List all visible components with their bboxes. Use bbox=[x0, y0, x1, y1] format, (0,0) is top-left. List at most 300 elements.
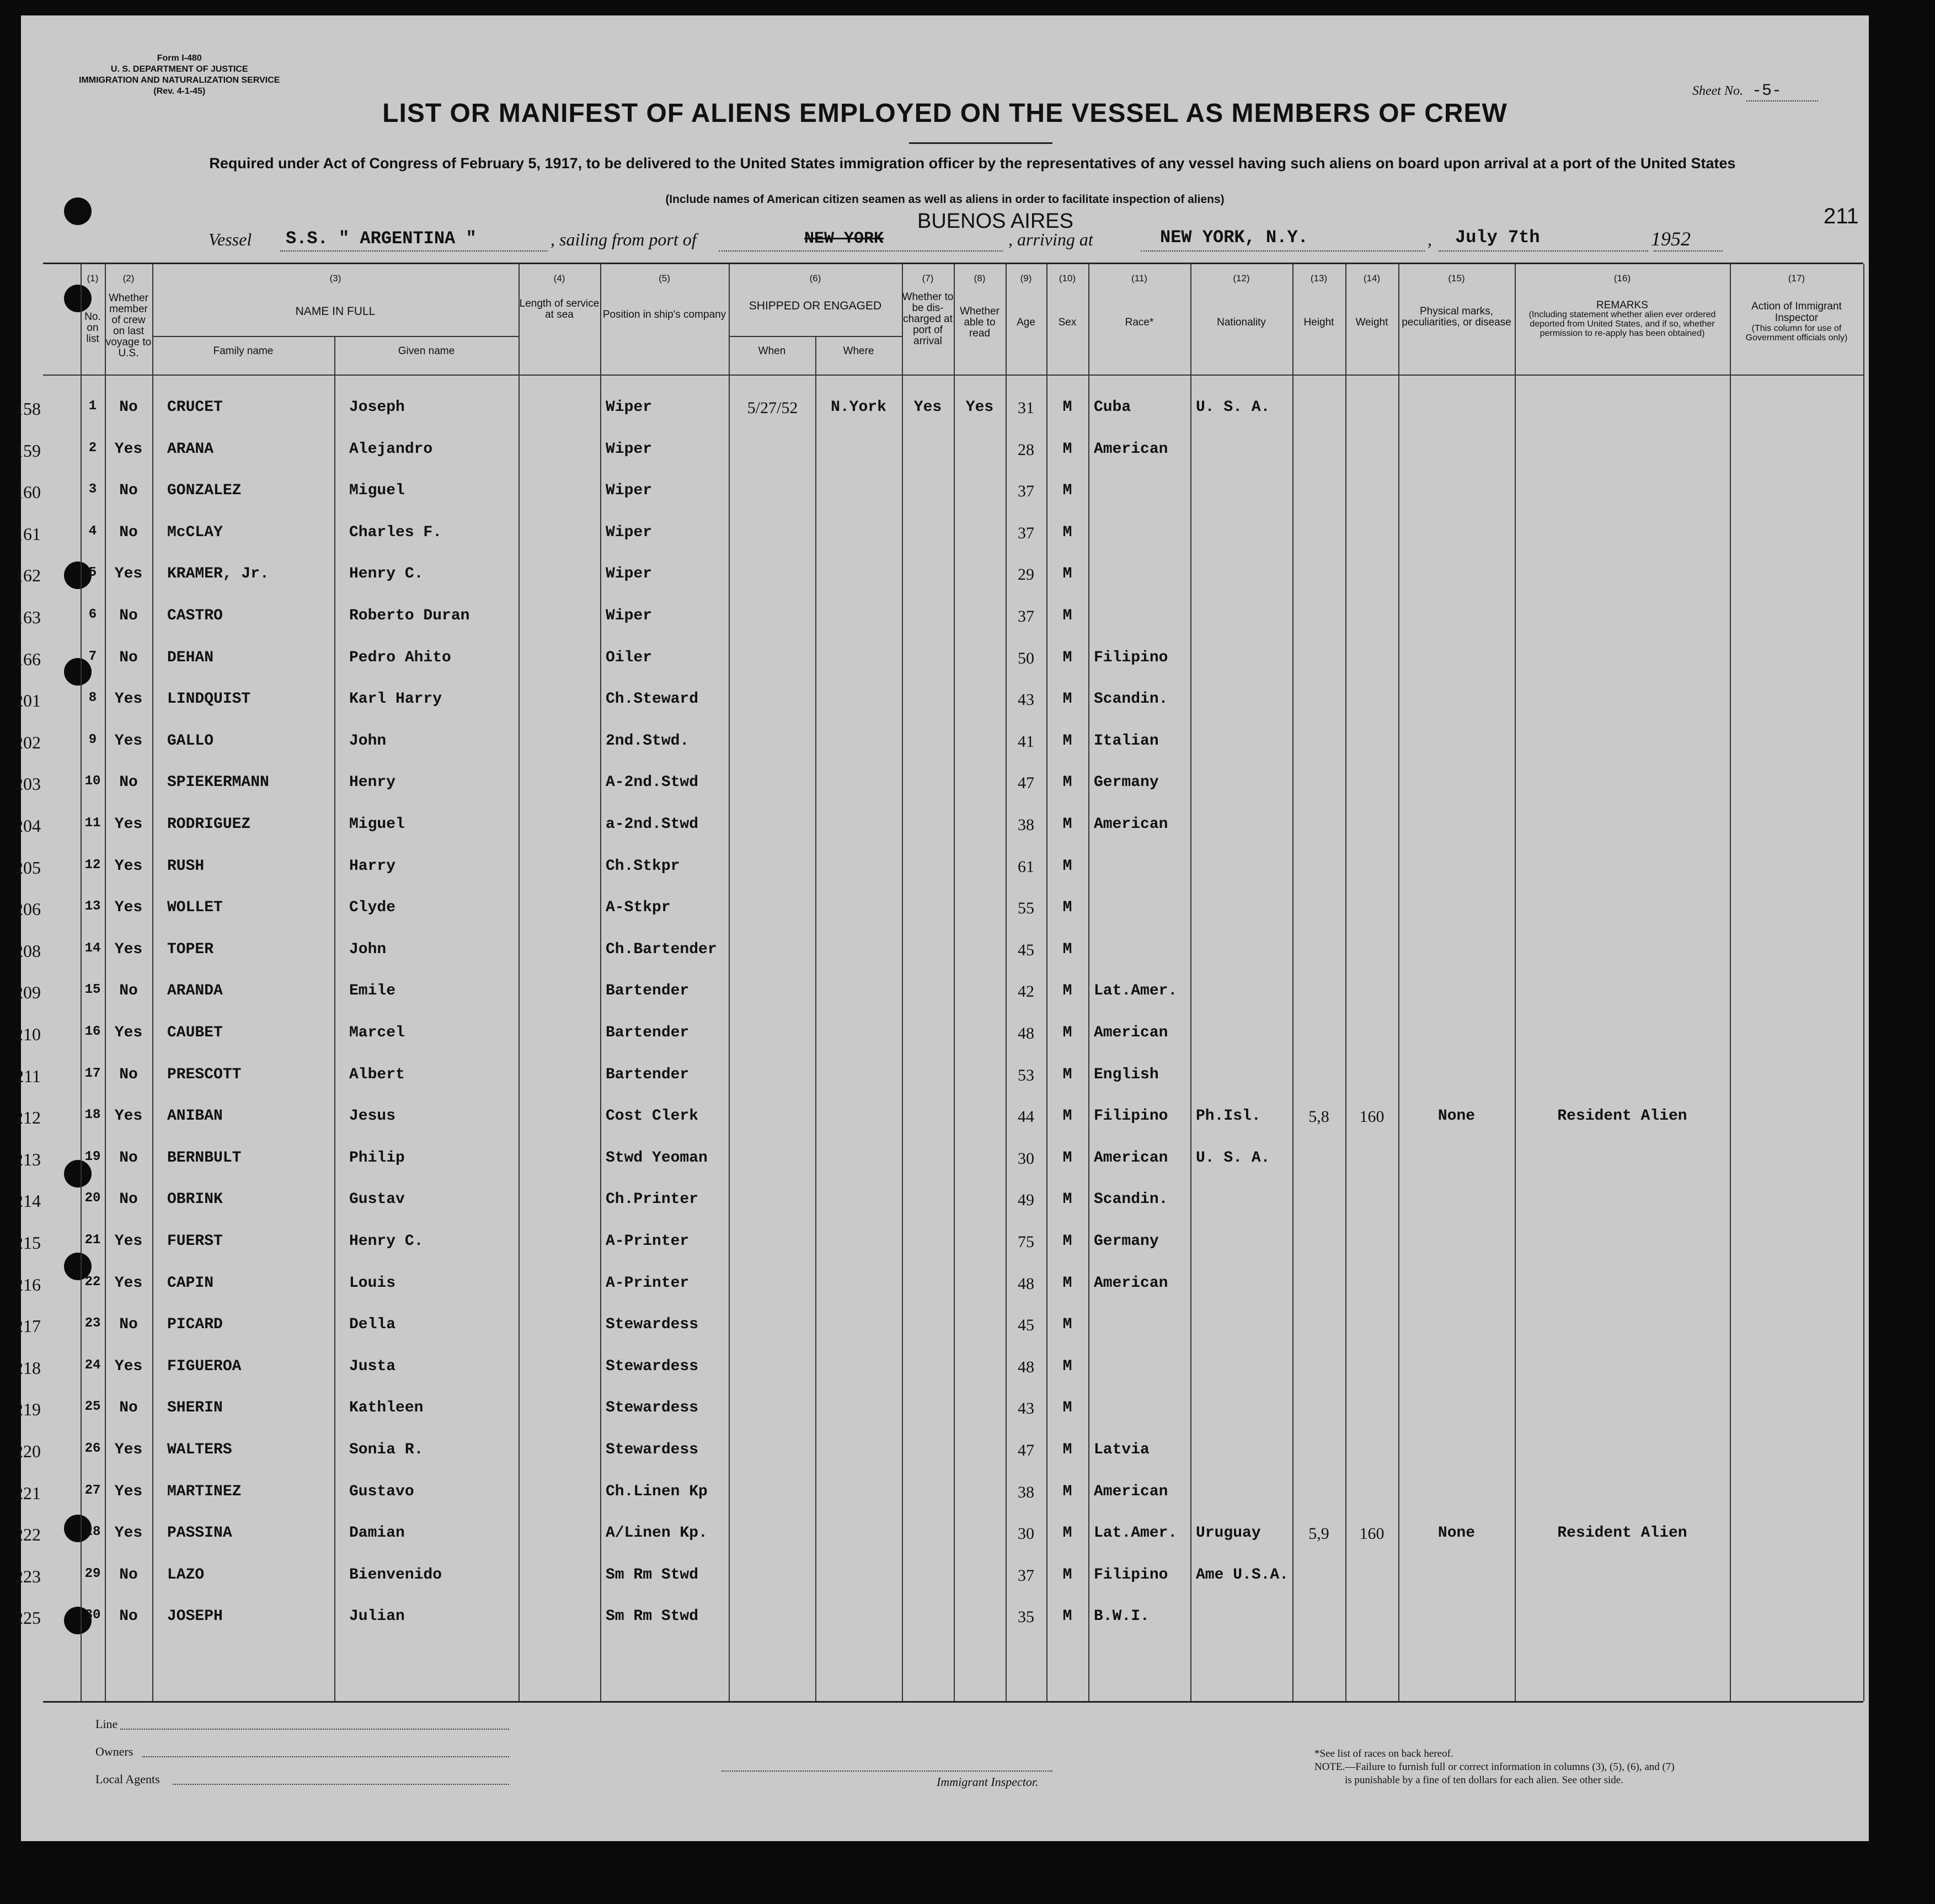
footer-races-note: *See list of races on back hereof. bbox=[1314, 1748, 1453, 1759]
cell-given: Bienvenido bbox=[349, 1566, 442, 1584]
cell-prev: No bbox=[119, 1608, 138, 1625]
page-number: 211 bbox=[1824, 204, 1859, 228]
col-number: (12) bbox=[1233, 273, 1250, 284]
cell-no: 20 bbox=[84, 1191, 101, 1206]
table-row bbox=[14, 1226, 1863, 1268]
cell-position: Wiper bbox=[606, 607, 653, 624]
cell-family: PASSINA bbox=[167, 1525, 232, 1542]
cell-prev: Yes bbox=[114, 1024, 143, 1041]
cell-position: Stewardess bbox=[606, 1357, 699, 1375]
cell-no: 21 bbox=[84, 1233, 101, 1248]
cell-no: 2 bbox=[88, 440, 97, 456]
cell-age: 50 bbox=[1018, 649, 1034, 667]
cell-margin: 205 bbox=[14, 857, 41, 878]
col-number: (15) bbox=[1448, 273, 1465, 284]
cell-age: 75 bbox=[1018, 1233, 1034, 1251]
cell-no: 5 bbox=[88, 565, 97, 581]
cell-given: Joseph bbox=[349, 399, 405, 416]
cell-given: Henry C. bbox=[349, 1233, 424, 1250]
table-row bbox=[14, 601, 1863, 643]
table-row bbox=[15, 1060, 1863, 1101]
cell-given: Gustavo bbox=[349, 1483, 414, 1500]
cell-age: 43 bbox=[1018, 691, 1034, 709]
cell-margin: 160 bbox=[14, 482, 41, 502]
cell-sex: M bbox=[1062, 940, 1072, 958]
col-header-name: NAME IN FULL bbox=[295, 305, 376, 318]
cell-age: 53 bbox=[1018, 1066, 1034, 1084]
cell-margin: 159 bbox=[14, 440, 41, 461]
cell-margin: 208 bbox=[14, 940, 41, 961]
table-row bbox=[14, 434, 1863, 476]
cell-family: CAPIN bbox=[167, 1274, 214, 1292]
subtitle: Required under Act of Congress of February 5, 1917, to be delivered to the United States immigration officer by the representatives of any vessel having such aliens on board upon arrival at a port of the United States bbox=[209, 155, 1736, 172]
cell-sex: M bbox=[1062, 1274, 1072, 1292]
cell-position: Stewardess bbox=[606, 1441, 699, 1458]
cell-given: Henry bbox=[349, 774, 396, 791]
cell-no: 28 bbox=[84, 1525, 101, 1540]
cell-no: 18 bbox=[84, 1108, 101, 1123]
table-row bbox=[14, 726, 1863, 768]
cell-position: Sm Rm Stwd bbox=[606, 1566, 699, 1584]
port-struck: NEW YORK bbox=[804, 229, 884, 248]
cell-prev: Yes bbox=[114, 1108, 143, 1125]
cell-family: GONZALEZ bbox=[167, 482, 242, 500]
cell-given: Kathleen bbox=[349, 1399, 424, 1417]
cell-nationality: Ph.Isl. bbox=[1196, 1108, 1261, 1125]
cell-race: Cuba bbox=[1094, 399, 1131, 416]
cell-position: Wiper bbox=[606, 523, 653, 541]
cell-margin: 216 bbox=[14, 1274, 41, 1295]
cell-race: American bbox=[1094, 1149, 1168, 1167]
table-row bbox=[14, 934, 1863, 976]
cell-position: Wiper bbox=[606, 565, 653, 583]
col-header-action: Action of Immigrant Inspector (This column for use of Government officials only) bbox=[1745, 301, 1848, 343]
cell-position: A-Printer bbox=[606, 1233, 689, 1250]
cell-margin: 221 bbox=[14, 1483, 41, 1503]
table-row bbox=[14, 1018, 1863, 1060]
footer-agents-label: Local Agents bbox=[95, 1772, 160, 1786]
cell-position: Stewardess bbox=[606, 1399, 699, 1417]
cell-age: 37 bbox=[1018, 607, 1034, 625]
cell-given: Alejandro bbox=[349, 440, 433, 458]
vessel-label: Vessel bbox=[209, 229, 252, 249]
port-from: BUENOS AIRES bbox=[917, 210, 1073, 233]
cell-weight: 160 bbox=[1359, 1525, 1385, 1543]
col-header-physical: Physical marks, peculiarities, or disease bbox=[1402, 306, 1511, 328]
cell-family: LAZO bbox=[167, 1566, 205, 1584]
cell-margin: 206 bbox=[14, 899, 41, 919]
cell-no: 22 bbox=[84, 1274, 101, 1290]
cell-margin: 215 bbox=[14, 1233, 41, 1253]
cell-family: ARANDA bbox=[167, 982, 223, 1000]
cell-prev: No bbox=[119, 399, 138, 416]
cell-position: Bartender bbox=[606, 1024, 689, 1041]
cell-prev: Yes bbox=[114, 1525, 143, 1542]
cell-prev: No bbox=[119, 1316, 138, 1334]
cell-given: Jesus bbox=[349, 1108, 396, 1125]
cell-family: CAUBET bbox=[167, 1024, 223, 1041]
cell-position: Wiper bbox=[606, 440, 653, 458]
col-header-where: Where bbox=[843, 345, 874, 357]
cell-prev: No bbox=[119, 523, 138, 541]
cell-age: 43 bbox=[1018, 1399, 1034, 1418]
cell-position: A-Printer bbox=[606, 1274, 689, 1292]
cell-margin: 217 bbox=[14, 1316, 41, 1336]
cell-given: Sonia R. bbox=[349, 1441, 424, 1458]
cell-age: 47 bbox=[1018, 774, 1034, 793]
cell-nationality: Ame U.S.A. bbox=[1196, 1566, 1289, 1584]
cell-family: LINDQUIST bbox=[167, 691, 251, 708]
revision: (Rev. 4-1-45) bbox=[153, 87, 206, 96]
cell-sex: M bbox=[1062, 1066, 1072, 1083]
cell-family: WOLLET bbox=[167, 899, 223, 917]
arrival-date: July 7th bbox=[1455, 227, 1540, 248]
cell-given: Miguel bbox=[349, 816, 405, 833]
cell-margin: 166 bbox=[14, 649, 41, 669]
col-number: (16) bbox=[1613, 273, 1631, 284]
table-row bbox=[14, 1309, 1863, 1351]
cell-race: Scandin. bbox=[1094, 1191, 1168, 1208]
cell-given: Henry C. bbox=[349, 565, 424, 583]
cell-position: Ch.Steward bbox=[606, 691, 699, 708]
cell-no: 10 bbox=[84, 774, 101, 789]
col-header-age: Age bbox=[1017, 317, 1035, 328]
cell-sex: M bbox=[1062, 982, 1072, 1000]
table-row bbox=[14, 475, 1863, 517]
cell-given: Louis bbox=[349, 1274, 396, 1292]
col-header-member: Whether member of crew on last voyage to U.S. bbox=[105, 292, 152, 359]
col-header-remarks: REMARKS (Including statement whether alien ever ordered deported from United States, and if so, whether permission to re-apply has been obtained) bbox=[1528, 299, 1716, 338]
subtitle-note: (Include names of American citizen seamen as well as aliens in order to facilitate inspection of aliens) bbox=[665, 193, 1225, 206]
cell-race: B.W.I. bbox=[1094, 1608, 1150, 1625]
col-number: (7) bbox=[922, 273, 934, 284]
vessel-name: S.S. " ARGENTINA " bbox=[286, 228, 477, 249]
cell-margin: 210 bbox=[14, 1024, 41, 1044]
cell-no: 12 bbox=[84, 857, 101, 873]
cell-margin: 211 bbox=[15, 1066, 41, 1086]
cell-race: Filipino bbox=[1094, 649, 1168, 666]
cell-sex: M bbox=[1062, 1483, 1072, 1500]
cell-family: FUERST bbox=[167, 1233, 223, 1250]
cell-margin: 219 bbox=[14, 1399, 41, 1420]
cell-no: 6 bbox=[88, 607, 97, 622]
cell-prev: Yes bbox=[114, 1233, 143, 1250]
table-row bbox=[14, 1477, 1863, 1518]
cell-prev: No bbox=[119, 1066, 138, 1083]
col-number: (14) bbox=[1363, 273, 1381, 284]
cell-sex: M bbox=[1062, 523, 1072, 541]
cell-prev: No bbox=[119, 482, 138, 500]
cell-family: WALTERS bbox=[167, 1441, 232, 1458]
col-header-family: Family name bbox=[213, 345, 274, 357]
table-row bbox=[14, 1393, 1863, 1435]
table-row bbox=[14, 1560, 1863, 1602]
cell-prev: No bbox=[119, 774, 138, 791]
form-number: Form I-480 bbox=[157, 54, 202, 63]
cell-sex: M bbox=[1062, 1108, 1072, 1125]
cell-position: A-2nd.Stwd bbox=[606, 774, 699, 791]
cell-prev: Yes bbox=[114, 899, 143, 917]
cell-sex: M bbox=[1062, 482, 1072, 500]
cell-prev: Yes bbox=[114, 440, 143, 458]
table-row bbox=[14, 1518, 1863, 1560]
cell-age: 61 bbox=[1018, 857, 1034, 876]
department: U. S. DEPARTMENT OF JUSTICE bbox=[110, 65, 248, 74]
cell-no: 16 bbox=[84, 1024, 101, 1039]
cell-prev: Yes bbox=[114, 1483, 143, 1500]
cell-margin: 212 bbox=[14, 1108, 41, 1128]
cell-family: CRUCET bbox=[167, 399, 223, 416]
table-row bbox=[14, 1268, 1863, 1310]
comma: , bbox=[1428, 229, 1432, 249]
col-header-discharged: Whether to be dis-charged at port of arrival bbox=[902, 291, 954, 347]
cell-no: 15 bbox=[84, 982, 101, 998]
cell-family: ANIBAN bbox=[167, 1108, 223, 1125]
cell-prev: No bbox=[119, 982, 138, 1000]
cell-given: Emile bbox=[349, 982, 396, 1000]
cell-race: Italian bbox=[1094, 732, 1159, 750]
table-row bbox=[14, 1351, 1863, 1393]
cell-given: Gustav bbox=[349, 1191, 405, 1208]
col-header-race: Race* bbox=[1125, 317, 1154, 328]
cell-no: 9 bbox=[88, 732, 97, 747]
cell-position: Ch.Stkpr bbox=[606, 857, 680, 875]
cell-sex: M bbox=[1062, 649, 1072, 666]
cell-family: KRAMER, Jr. bbox=[167, 565, 269, 583]
table-row bbox=[14, 559, 1863, 601]
cell-no: 17 bbox=[84, 1066, 101, 1081]
col-header-nationality: Nationality bbox=[1217, 317, 1266, 328]
crew-table bbox=[14, 263, 1863, 1703]
cell-given: Miguel bbox=[349, 482, 405, 500]
cell-no: 19 bbox=[84, 1149, 101, 1164]
cell-race: Filipino bbox=[1094, 1566, 1168, 1584]
cell-race: American bbox=[1094, 440, 1168, 458]
cell-family: SPIEKERMANN bbox=[167, 774, 269, 791]
col-number: (9) bbox=[1020, 273, 1032, 284]
cell-sex: M bbox=[1062, 1399, 1072, 1417]
cell-race: English bbox=[1094, 1066, 1159, 1083]
arriving-label: , arriving at bbox=[1008, 229, 1093, 249]
cell-prev: No bbox=[119, 607, 138, 624]
cell-when: 5/27/52 bbox=[747, 399, 798, 417]
cell-age: 30 bbox=[1018, 1525, 1034, 1543]
cell-prev: Yes bbox=[114, 732, 143, 750]
cell-sex: M bbox=[1062, 1233, 1072, 1250]
cell-position: a-2nd.Stwd bbox=[606, 816, 699, 833]
cell-sex: M bbox=[1062, 1441, 1072, 1458]
cell-sex: M bbox=[1062, 774, 1072, 791]
cell-race: Germany bbox=[1094, 774, 1159, 791]
service: IMMIGRATION AND NATURALIZATION SERVICE bbox=[79, 76, 280, 85]
cell-sex: M bbox=[1062, 691, 1072, 708]
cell-margin: 223 bbox=[14, 1566, 41, 1586]
cell-age: 45 bbox=[1018, 1316, 1034, 1335]
cell-sex: M bbox=[1062, 1191, 1072, 1208]
page-title: LIST OR MANIFEST OF ALIENS EMPLOYED ON THE VESSEL AS MEMBERS OF CREW bbox=[382, 99, 1508, 128]
table-row bbox=[14, 1143, 1863, 1185]
table-row bbox=[14, 392, 1863, 434]
cell-margin: 214 bbox=[14, 1191, 41, 1211]
cell-given: Clyde bbox=[349, 899, 396, 917]
cell-given: John bbox=[349, 732, 387, 750]
cell-sex: M bbox=[1062, 1316, 1072, 1334]
cell-prev: Yes bbox=[114, 1274, 143, 1292]
footer-owners-label: Owners bbox=[95, 1745, 133, 1758]
cell-sex: M bbox=[1062, 1525, 1072, 1542]
cell-age: 35 bbox=[1018, 1608, 1034, 1627]
cell-margin: 158 bbox=[14, 399, 41, 419]
footer-penalty-note: NOTE.—Failure to furnish full or correct information in columns (3), (5), (6), and (7) bbox=[1314, 1761, 1675, 1773]
cell-age: 41 bbox=[1018, 732, 1034, 751]
col-number: (4) bbox=[553, 273, 565, 284]
cell-race: American bbox=[1094, 816, 1168, 833]
col-number: (5) bbox=[659, 273, 670, 284]
cell-discharged: Yes bbox=[913, 399, 942, 416]
cell-no: 30 bbox=[84, 1608, 101, 1623]
cell-margin: 161 bbox=[14, 523, 41, 544]
table-row bbox=[14, 684, 1863, 726]
col-number: (11) bbox=[1131, 273, 1147, 284]
cell-sex: M bbox=[1062, 816, 1072, 833]
cell-family: JOSEPH bbox=[167, 1608, 223, 1625]
col-number: (1) bbox=[87, 273, 99, 284]
cell-race: American bbox=[1094, 1274, 1168, 1292]
title-underline bbox=[909, 142, 1052, 144]
col-number: (13) bbox=[1310, 273, 1328, 284]
cell-race: American bbox=[1094, 1024, 1168, 1041]
col-number: (2) bbox=[122, 273, 135, 284]
cell-age: 45 bbox=[1018, 940, 1034, 959]
cell-position: Cost Clerk bbox=[606, 1108, 699, 1125]
table-row bbox=[14, 809, 1863, 851]
cell-position: Wiper bbox=[606, 399, 653, 416]
table-row bbox=[14, 851, 1863, 893]
cell-position: A/Linen Kp. bbox=[606, 1525, 708, 1542]
cell-no: 11 bbox=[84, 816, 101, 831]
cell-position: Bartender bbox=[606, 982, 689, 1000]
cell-marks: None bbox=[1437, 1525, 1476, 1542]
cell-sex: M bbox=[1062, 1149, 1072, 1167]
cell-position: Wiper bbox=[606, 482, 653, 500]
cell-family: CASTRO bbox=[167, 607, 223, 624]
cell-margin: 162 bbox=[14, 565, 41, 586]
cell-margin: 225 bbox=[14, 1608, 41, 1628]
cell-remarks: Resident Alien bbox=[1557, 1525, 1687, 1542]
cell-given: Damian bbox=[349, 1525, 405, 1542]
cell-weight: 160 bbox=[1359, 1108, 1385, 1126]
cell-no: 3 bbox=[88, 482, 97, 498]
cell-family: SHERIN bbox=[167, 1399, 223, 1417]
cell-given: Marcel bbox=[349, 1024, 405, 1041]
cell-prev: No bbox=[119, 1191, 138, 1208]
col-header-position: Position in ship's company bbox=[602, 309, 726, 320]
sheet-label: Sheet No. bbox=[1692, 84, 1743, 98]
cell-race: Latvia bbox=[1094, 1441, 1150, 1458]
cell-given: Della bbox=[349, 1316, 396, 1334]
cell-remarks: Resident Alien bbox=[1557, 1108, 1687, 1125]
cell-position: Stewardess bbox=[606, 1316, 699, 1334]
cell-sex: M bbox=[1062, 565, 1072, 583]
col-number: (8) bbox=[974, 273, 986, 284]
cell-race: Lat.Amer. bbox=[1094, 982, 1178, 1000]
cell-position: Stwd Yeoman bbox=[606, 1149, 708, 1167]
col-number: (10) bbox=[1059, 273, 1076, 284]
table-row bbox=[14, 976, 1863, 1018]
cell-age: 55 bbox=[1018, 899, 1034, 918]
cell-age: 31 bbox=[1018, 399, 1034, 417]
cell-age: 44 bbox=[1018, 1108, 1034, 1126]
cell-race: Scandin. bbox=[1094, 691, 1168, 708]
cell-no: 27 bbox=[84, 1483, 101, 1498]
cell-age: 48 bbox=[1018, 1357, 1034, 1376]
cell-sex: M bbox=[1062, 399, 1072, 416]
cell-given: Philip bbox=[349, 1149, 405, 1167]
cell-margin: 201 bbox=[14, 691, 41, 711]
cell-position: Oiler bbox=[606, 649, 653, 666]
cell-given: Pedro Ahito bbox=[349, 649, 451, 666]
table-row bbox=[14, 1101, 1863, 1143]
cell-age: 37 bbox=[1018, 523, 1034, 542]
cell-given: Charles F. bbox=[349, 523, 442, 541]
col-header-no: No. on list bbox=[84, 311, 101, 345]
cell-prev: Yes bbox=[114, 565, 143, 583]
col-header-sex: Sex bbox=[1058, 317, 1077, 328]
table-row bbox=[14, 767, 1863, 809]
footer-penalty-note-2: is punishable by a fine of ten dollars for each alien. See other side. bbox=[1345, 1774, 1623, 1786]
cell-no: 8 bbox=[88, 691, 97, 706]
cell-margin: 213 bbox=[14, 1149, 41, 1169]
cell-no: 26 bbox=[84, 1441, 101, 1456]
cell-family: OBRINK bbox=[167, 1191, 223, 1208]
cell-age: 28 bbox=[1018, 440, 1034, 459]
cell-margin: 220 bbox=[14, 1441, 41, 1461]
cell-family: GALLO bbox=[167, 732, 214, 750]
cell-age: 49 bbox=[1018, 1191, 1034, 1210]
arrival-year: 1952 bbox=[1651, 228, 1691, 250]
cell-no: 13 bbox=[84, 899, 101, 914]
cell-marks: None bbox=[1437, 1108, 1476, 1125]
cell-margin: 203 bbox=[14, 774, 41, 794]
cell-prev: No bbox=[119, 1566, 138, 1584]
cell-position: Ch.Printer bbox=[606, 1191, 699, 1208]
cell-race: Germany bbox=[1094, 1233, 1159, 1250]
cell-prev: Yes bbox=[114, 940, 143, 958]
col-header-read: Whether able to read bbox=[960, 306, 999, 339]
cell-given: Justa bbox=[349, 1357, 396, 1375]
cell-age: 29 bbox=[1018, 565, 1034, 584]
cell-nationality: Uruguay bbox=[1196, 1525, 1261, 1542]
cell-given: John bbox=[349, 940, 387, 958]
cell-given: Karl Harry bbox=[349, 691, 442, 708]
cell-height: 5,9 bbox=[1308, 1525, 1329, 1543]
cell-age: 42 bbox=[1018, 982, 1034, 1001]
cell-no: 23 bbox=[84, 1316, 101, 1331]
cell-sex: M bbox=[1062, 857, 1072, 875]
cell-margin: 218 bbox=[14, 1357, 41, 1378]
cell-sex: M bbox=[1062, 732, 1072, 750]
cell-given: Roberto Duran bbox=[349, 607, 470, 624]
cell-no: 14 bbox=[84, 940, 101, 956]
cell-sex: M bbox=[1062, 607, 1072, 624]
cell-sex: M bbox=[1062, 1024, 1072, 1041]
cell-sex: M bbox=[1062, 1357, 1072, 1375]
cell-position: A-Stkpr bbox=[606, 899, 671, 917]
col-header-given: Given name bbox=[398, 345, 455, 357]
table-row bbox=[14, 643, 1863, 684]
cell-given: Harry bbox=[349, 857, 396, 875]
cell-age: 48 bbox=[1018, 1274, 1034, 1293]
